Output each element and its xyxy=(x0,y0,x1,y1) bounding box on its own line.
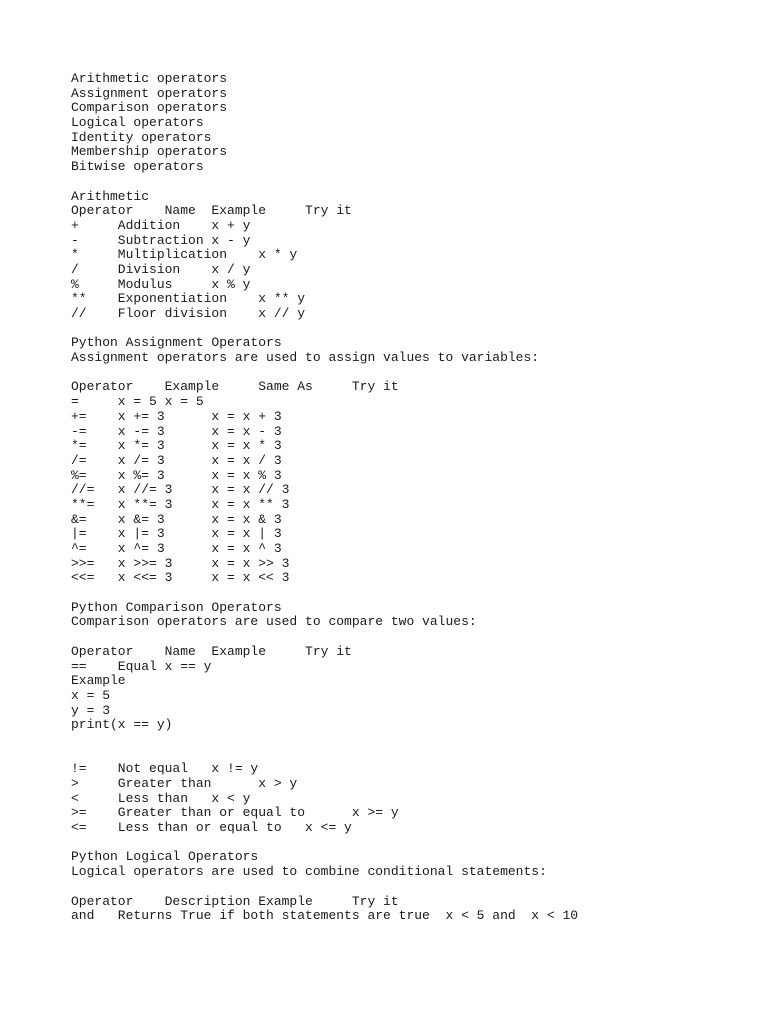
text-line: ** Exponentiation x ** y xyxy=(71,291,306,307)
text-line: Identity operators xyxy=(71,129,212,145)
text-line: <<= x <<= 3 x = x << 3 xyxy=(71,570,290,586)
text-line: + Addition x + y xyxy=(71,217,251,233)
text-line: Membership operators xyxy=(71,144,228,160)
text-line: < Less than x < y xyxy=(71,790,251,806)
text-line: and Returns True if both statements are true x < 5 and x < 10 xyxy=(71,908,579,924)
text-line: Comparison operators are used to compare two values: xyxy=(71,614,477,630)
text-line: > Greater than x > y xyxy=(71,776,298,791)
text-line: != Not equal x != y xyxy=(71,761,259,777)
text-line: Python Assignment Operators xyxy=(71,335,282,351)
text-line: // Floor division x // y xyxy=(71,306,306,321)
blank-line xyxy=(71,175,751,190)
text-line: //= x //= 3 x = x // 3 xyxy=(71,482,290,498)
blank-line xyxy=(71,880,751,895)
text-line: x = 5 xyxy=(71,687,111,703)
blank-line xyxy=(71,630,751,645)
blank-line xyxy=(71,748,751,763)
blank-line xyxy=(71,322,751,337)
text-line: / Division x / y xyxy=(71,261,251,277)
text-line: Assignment operators xyxy=(71,85,228,101)
text-line: - Subtraction x - y xyxy=(71,232,251,248)
text-line: % Modulus x % y xyxy=(71,276,251,292)
text-line: Arithmetic xyxy=(71,188,150,204)
text-line: Logical operators xyxy=(71,115,204,131)
text-line: == Equal x == y xyxy=(71,658,212,674)
text-line: *= x *= 3 x = x * 3 xyxy=(71,438,282,454)
blank-line xyxy=(71,836,751,851)
text-line: += x += 3 x = x + 3 xyxy=(71,408,282,424)
text-line: %= x %= 3 x = x % 3 xyxy=(71,467,282,483)
text-line: Logical operators are used to combine conditional statements: xyxy=(71,864,547,880)
text-line: Assignment operators are used to assign values to variables: xyxy=(71,350,540,366)
text-line: |= x |= 3 x = x | 3 xyxy=(71,526,282,542)
text-line: y = 3 xyxy=(71,702,111,718)
document-body xyxy=(71,72,751,924)
text-line: Operator Name Example Try it xyxy=(71,203,352,219)
text-line: Operator Example Same As Try it xyxy=(71,379,399,395)
text-line: print(x == y) xyxy=(71,717,173,733)
text-line: Arithmetic operators xyxy=(71,71,228,86)
text-line: Example xyxy=(71,673,126,689)
text-line: Python Logical Operators xyxy=(71,849,259,865)
text-line: &= x &= 3 x = x & 3 xyxy=(71,511,282,527)
text-line: Operator Name Example Try it xyxy=(71,643,352,659)
blank-line xyxy=(71,586,751,601)
text-line: /= x /= 3 x = x / 3 xyxy=(71,452,282,468)
text-line: Comparison operators xyxy=(71,100,228,116)
text-line: * Multiplication x * y xyxy=(71,247,298,263)
text-line: **= x **= 3 x = x ** 3 xyxy=(71,496,290,512)
text-line: <= Less than or equal to x <= y xyxy=(71,820,352,836)
text-line: -= x -= 3 x = x - 3 xyxy=(71,423,282,439)
text-line: >>= x >>= 3 x = x >> 3 xyxy=(71,555,290,571)
text-line: Bitwise operators xyxy=(71,159,204,175)
text-line: Operator Description Example Try it xyxy=(71,893,399,909)
text-line: Python Comparison Operators xyxy=(71,599,282,615)
blank-line xyxy=(71,366,751,381)
blank-line xyxy=(71,733,751,748)
text-line: ^= x ^= 3 x = x ^ 3 xyxy=(71,541,282,556)
text-line: >= Greater than or equal to x >= y xyxy=(71,805,399,821)
text-line: = x = 5 x = 5 xyxy=(71,394,204,410)
